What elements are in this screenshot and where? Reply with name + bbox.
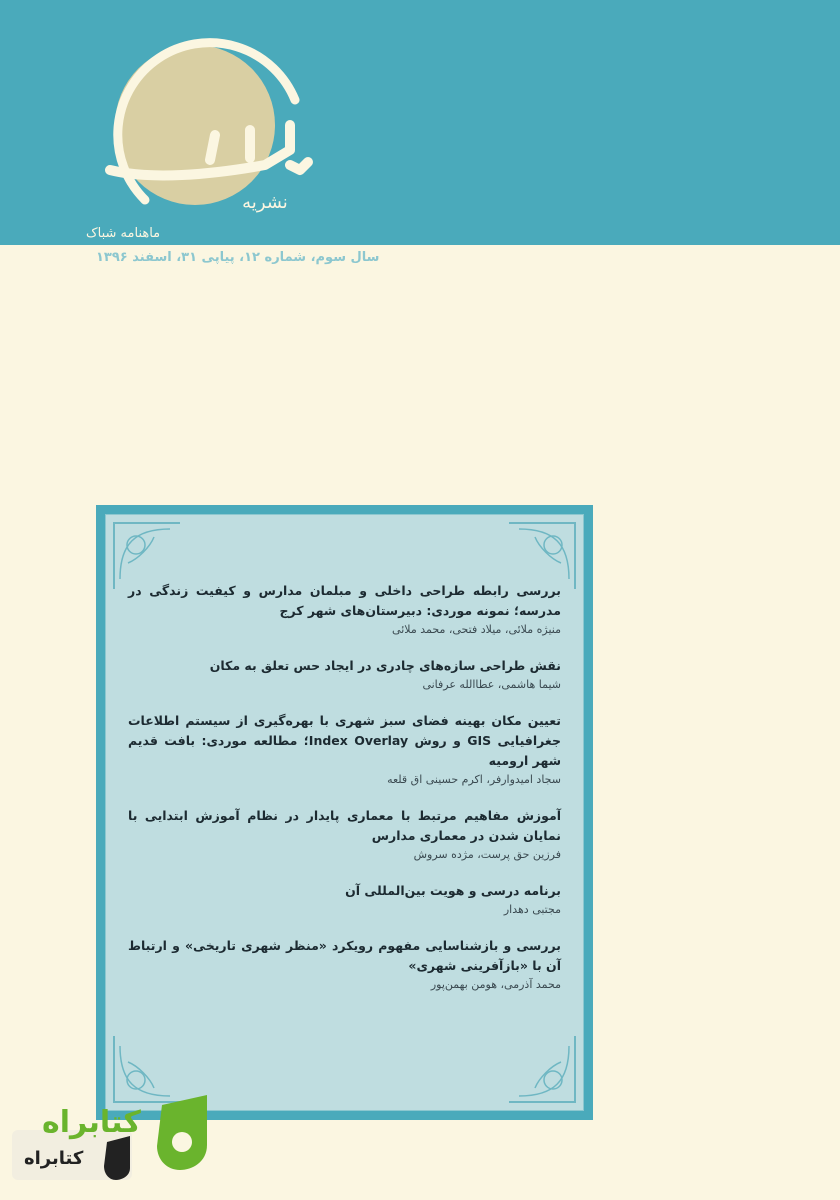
ketabrah-watermark (12, 1090, 212, 1185)
article-title: بررسی و بازشناسایی مفهوم رویکرد «منظر شهری تاریخی» و ارتباط آن با «بازآفرینی شهری» (128, 938, 561, 973)
article-authors: فرزین حق پرست، مژده سروش (413, 848, 561, 861)
article-authors: منیژه ملائی، میلاد فتحی، محمد ملائی (392, 623, 561, 636)
article-entry[interactable] (128, 581, 561, 639)
table-of-contents-panel (105, 514, 584, 1111)
article-title: نقش طراحی سازه‌های چادری در ایجاد حس تعلق به مکان (209, 658, 561, 673)
issue-line: سال سوم، شماره ۱۲، پیاپی ۳۱، اسفند ۱۳۹۶ (96, 250, 380, 265)
magazine-name: ماهنامه شباک (86, 226, 161, 241)
ketabrah-wordmark-small: کتابراه (24, 1148, 84, 1169)
ketabrah-wordmark: کتابراه (42, 1105, 141, 1140)
article-entry[interactable] (128, 881, 561, 919)
article-entry[interactable] (128, 656, 561, 694)
article-authors: شیما هاشمی، عطاالله عرفانی (422, 678, 561, 691)
corner-ornament-icon (503, 1030, 579, 1106)
article-authors: مجتبی دهدار (503, 903, 561, 916)
logo-subtitle: نشریه (242, 192, 288, 213)
shabak-logo (90, 30, 320, 220)
article-title: آموزش مفاهیم مرتبط با معماری پایدار در نظام آموزش ابتدایی با نمایان شدن در معماری مدارس (128, 808, 561, 843)
article-entry[interactable] (128, 806, 561, 864)
article-list (128, 581, 561, 1011)
article-title: بررسی رابطه طراحی داخلی و مبلمان مدارس و کیفیت زندگی در مدرسه؛ نمونه موردی: دبیرستان‌های شهر کرج (128, 583, 561, 618)
article-authors: سجاد امیدوارفر، اکرم حسینی اق قلعه (387, 773, 561, 786)
article-title: برنامه درسی و هویت بین‌المللی آن (345, 883, 561, 898)
header-band (0, 0, 840, 245)
table-of-contents-frame (96, 505, 593, 1120)
article-entry[interactable] (128, 711, 561, 789)
article-authors: محمد آذرمی، هومن بهمن‌پور (430, 978, 561, 991)
article-entry[interactable] (128, 936, 561, 994)
article-title: تعیین مکان بهینه فضای سبز شهری با بهره‌گیری از سیستم اطلاعات جغرافیایی GIS و روش Index Overlay؛ مطالعه موردی: بافت قدیم شهر ارومیه (128, 713, 561, 768)
